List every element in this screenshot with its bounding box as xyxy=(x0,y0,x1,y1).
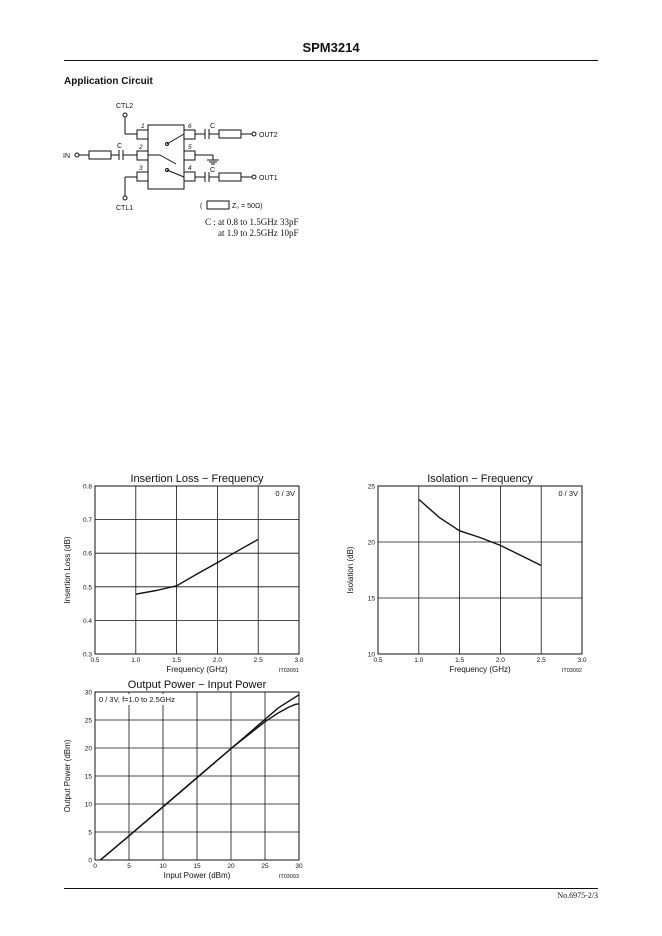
y-axis-label: Output Power (dBm) xyxy=(63,739,72,813)
part-number: SPM3214 xyxy=(302,40,360,55)
y-axis-label: Isolation (dB) xyxy=(346,546,355,594)
pin-4-box xyxy=(184,172,195,181)
cap-note-line-1: C : at 0.8 to 1.5GHz 33pF xyxy=(205,217,299,227)
x-tick-label: 0.5 xyxy=(373,657,383,664)
x-tick-label: 15 xyxy=(193,863,201,870)
out2-terminal xyxy=(252,132,256,136)
x-tick-label: 2.5 xyxy=(536,657,546,664)
y-tick-label: 10 xyxy=(367,651,375,659)
out1-cap-label: C xyxy=(210,167,216,174)
pin-6-label: 6 xyxy=(188,123,192,130)
x-tick-label: 2.0 xyxy=(495,657,505,664)
y-tick-label: 5 xyxy=(88,829,92,837)
out1-terminal xyxy=(252,175,256,179)
condition-annotation: 0 / 3V xyxy=(558,489,578,498)
pin-3-box xyxy=(137,172,148,181)
y-tick-label: 15 xyxy=(84,773,92,781)
impedance-label: Z₀ = 50Ω) xyxy=(232,203,263,210)
pin-5-label: 5 xyxy=(188,144,192,151)
section-title: Application Circuit xyxy=(64,76,153,87)
out2-cap-label: C xyxy=(210,123,216,130)
x-tick-label: 1.0 xyxy=(414,657,424,664)
chart-title: Output Power − Input Power xyxy=(127,679,267,691)
series-line-0 xyxy=(419,499,541,565)
series-line-1 xyxy=(100,704,299,860)
x-tick-label: 2.0 xyxy=(212,657,222,664)
series-line-0 xyxy=(136,539,258,594)
legend-resistor xyxy=(207,201,229,209)
y-tick-label: 0.8 xyxy=(82,483,92,491)
condition-annotation: 0 / 3V, f=1.0 to 2.5GHz xyxy=(99,695,175,704)
y-axis-label: Insertion Loss (dB) xyxy=(63,536,72,604)
x-tick-label: 1.5 xyxy=(455,657,465,664)
out1-resistor xyxy=(219,173,241,181)
x-axis-label: Frequency (GHz) xyxy=(449,665,511,674)
x-tick-label: 3.0 xyxy=(577,657,587,664)
pin-1-box xyxy=(137,130,148,139)
insertion-loss-chart xyxy=(62,470,312,680)
out1-label: OUT1 xyxy=(259,175,278,182)
y-tick-label: 10 xyxy=(84,801,92,809)
isolation-chart xyxy=(345,470,595,680)
x-tick-label: 3.0 xyxy=(294,657,304,664)
plot-frame xyxy=(95,486,299,654)
y-tick-label: 0.7 xyxy=(82,517,92,525)
x-tick-label: 0 xyxy=(93,863,97,870)
x-tick-label: 30 xyxy=(295,863,303,870)
impedance-open-paren: ( xyxy=(200,203,203,210)
y-tick-label: 0.3 xyxy=(82,651,92,659)
x-tick-label: 5 xyxy=(127,863,131,870)
out2-label: OUT2 xyxy=(259,132,278,139)
x-tick-label: 1.5 xyxy=(172,657,182,664)
y-tick-label: 0.4 xyxy=(82,617,92,625)
y-tick-label: 30 xyxy=(84,689,92,697)
chart-title: Isolation − Frequency xyxy=(427,473,533,485)
y-tick-label: 20 xyxy=(84,745,92,753)
condition-annotation: 0 / 3V xyxy=(275,489,295,498)
application-circuit-diagram xyxy=(0,0,662,260)
ctl1-label: CTL1 xyxy=(116,205,134,212)
y-tick-label: 20 xyxy=(367,539,375,547)
y-tick-label: 0.6 xyxy=(82,550,92,558)
y-tick-label: 0.5 xyxy=(82,584,92,592)
in-cap-label: C xyxy=(117,143,123,150)
figure-code: IT03093 xyxy=(278,874,299,880)
chart-title: Insertion Loss − Frequency xyxy=(130,473,264,485)
ctl1-terminal xyxy=(123,196,127,200)
out2-resistor xyxy=(219,130,241,138)
figure-code: IT03092 xyxy=(561,668,582,674)
pin-2-box xyxy=(137,151,148,160)
output-power-chart xyxy=(62,676,312,886)
pin-3-label: 3 xyxy=(139,165,143,172)
pin-6-box xyxy=(184,130,195,139)
x-tick-label: 0.5 xyxy=(90,657,100,664)
pin-4-label: 4 xyxy=(188,165,192,172)
in-label: IN xyxy=(63,153,70,160)
y-tick-label: 0 xyxy=(88,857,92,865)
pin-1-label: 1 xyxy=(141,123,145,130)
footer-rule xyxy=(64,888,598,889)
in-terminal xyxy=(75,153,79,157)
x-tick-label: 25 xyxy=(261,863,269,870)
x-tick-label: 10 xyxy=(159,863,167,870)
x-tick-label: 20 xyxy=(227,863,235,870)
y-tick-label: 15 xyxy=(367,595,375,603)
y-tick-label: 25 xyxy=(367,483,375,491)
y-tick-label: 25 xyxy=(84,717,92,725)
figure-code: IT03091 xyxy=(278,668,299,674)
ctl2-label: CTL2 xyxy=(116,103,134,110)
ctl2-terminal xyxy=(123,113,127,117)
x-tick-label: 1.0 xyxy=(131,657,141,664)
cap-note-line-2: at 1.9 to 2.5GHz 10pF xyxy=(218,228,299,238)
plot-frame xyxy=(378,486,582,654)
x-tick-label: 2.5 xyxy=(253,657,263,664)
in-resistor xyxy=(89,151,111,159)
ic-body xyxy=(148,125,184,189)
pin-5-box xyxy=(184,151,195,160)
x-axis-label: Input Power (dBm) xyxy=(163,871,231,880)
x-axis-label: Frequency (GHz) xyxy=(166,665,228,674)
pin-2-label: 2 xyxy=(139,144,143,151)
document-number: No.6975-2/3 xyxy=(557,891,598,900)
